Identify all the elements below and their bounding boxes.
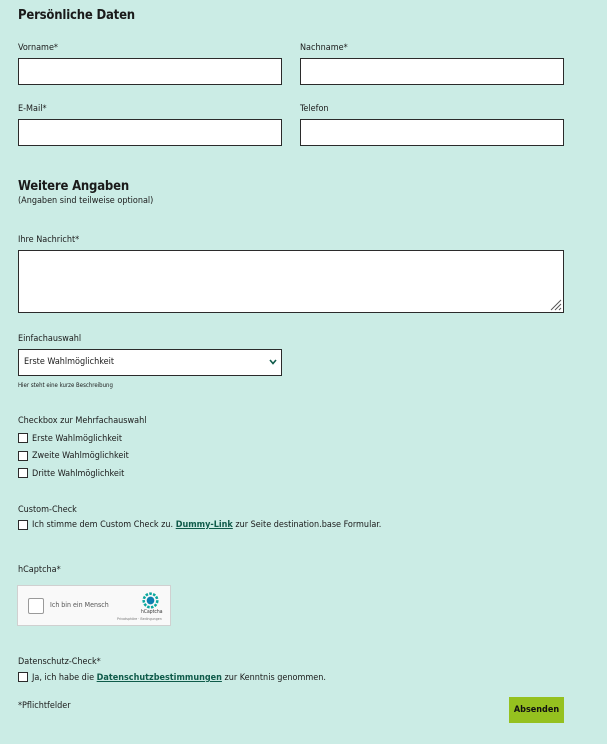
single-select-description: Hier steht eine kurze Beschreibung bbox=[18, 382, 113, 389]
single-select-value: Erste Wahlmöglichkeit bbox=[24, 357, 115, 367]
lastname-label: Nachname* bbox=[300, 43, 348, 53]
multi-check-label: Checkbox zur Mehrfachauswahl bbox=[18, 416, 147, 426]
message-textarea[interactable] bbox=[18, 250, 564, 313]
firstname-input[interactable] bbox=[18, 58, 282, 85]
firstname-label: Vorname* bbox=[18, 43, 58, 53]
hcaptcha-widget bbox=[17, 585, 171, 626]
custom-check-text-after: zur Seite destination.base Formular. bbox=[235, 520, 382, 530]
multi-check-option-3-checkbox[interactable] bbox=[18, 468, 28, 478]
dummy-link[interactable]: Dummy-Link bbox=[175, 520, 233, 530]
lastname-input[interactable] bbox=[300, 58, 564, 85]
resize-grip-icon[interactable] bbox=[550, 299, 562, 311]
message-label: Ihre Nachricht* bbox=[18, 235, 80, 245]
multi-check-option-2-label: Zweite Wahlmöglichkeit bbox=[32, 451, 129, 461]
multi-check-option-1-checkbox[interactable] bbox=[18, 433, 28, 443]
hcaptcha-checkbox-text: Ich bin ein Mensch bbox=[50, 601, 109, 609]
custom-check-text-before: Ich stimme dem Custom Check zu. bbox=[32, 520, 174, 530]
section-subheading: (Angaben sind teilweise optional) bbox=[18, 196, 154, 206]
custom-check-text bbox=[32, 520, 381, 530]
captcha-label: hCaptcha* bbox=[18, 565, 61, 575]
privacy-checkbox[interactable] bbox=[18, 672, 28, 682]
hcaptcha-footer-links[interactable]: Privatsphäre · Bedingungen bbox=[117, 617, 162, 621]
hcaptcha-logo-icon bbox=[142, 592, 159, 609]
privacy-policy-link[interactable]: Datenschutzbestimmungen bbox=[96, 673, 222, 683]
multi-check-option-1-label: Erste Wahlmöglichkeit bbox=[32, 434, 123, 444]
email-label: E-Mail* bbox=[18, 104, 47, 114]
hcaptcha-checkbox[interactable] bbox=[28, 598, 44, 614]
message-field-wrapper bbox=[18, 250, 564, 313]
section-heading-further: Weitere Angaben bbox=[18, 179, 129, 194]
phone-input[interactable] bbox=[300, 119, 564, 146]
custom-check-checkbox[interactable] bbox=[18, 520, 28, 530]
custom-check-label: Custom-Check bbox=[18, 505, 77, 515]
phone-label: Telefon bbox=[300, 104, 329, 114]
submit-button[interactable]: Absenden bbox=[509, 697, 564, 723]
privacy-text bbox=[32, 673, 326, 683]
section-heading-personal: Persönliche Daten bbox=[18, 8, 135, 23]
privacy-label: Datenschutz-Check* bbox=[18, 657, 101, 667]
required-fields-note: *Pflichtfelder bbox=[18, 701, 71, 711]
email-input[interactable] bbox=[18, 119, 282, 146]
privacy-text-after: zur Kenntnis genommen. bbox=[224, 673, 326, 683]
chevron-down-icon bbox=[269, 359, 277, 365]
multi-check-option-2-checkbox[interactable] bbox=[18, 451, 28, 461]
single-select[interactable] bbox=[18, 349, 282, 376]
privacy-text-before: Ja, ich habe die bbox=[32, 673, 95, 683]
single-select-label: Einfachauswahl bbox=[18, 334, 82, 344]
multi-check-option-3-label: Dritte Wahlmöglichkeit bbox=[32, 469, 125, 479]
hcaptcha-brand: hCaptcha bbox=[141, 609, 163, 615]
